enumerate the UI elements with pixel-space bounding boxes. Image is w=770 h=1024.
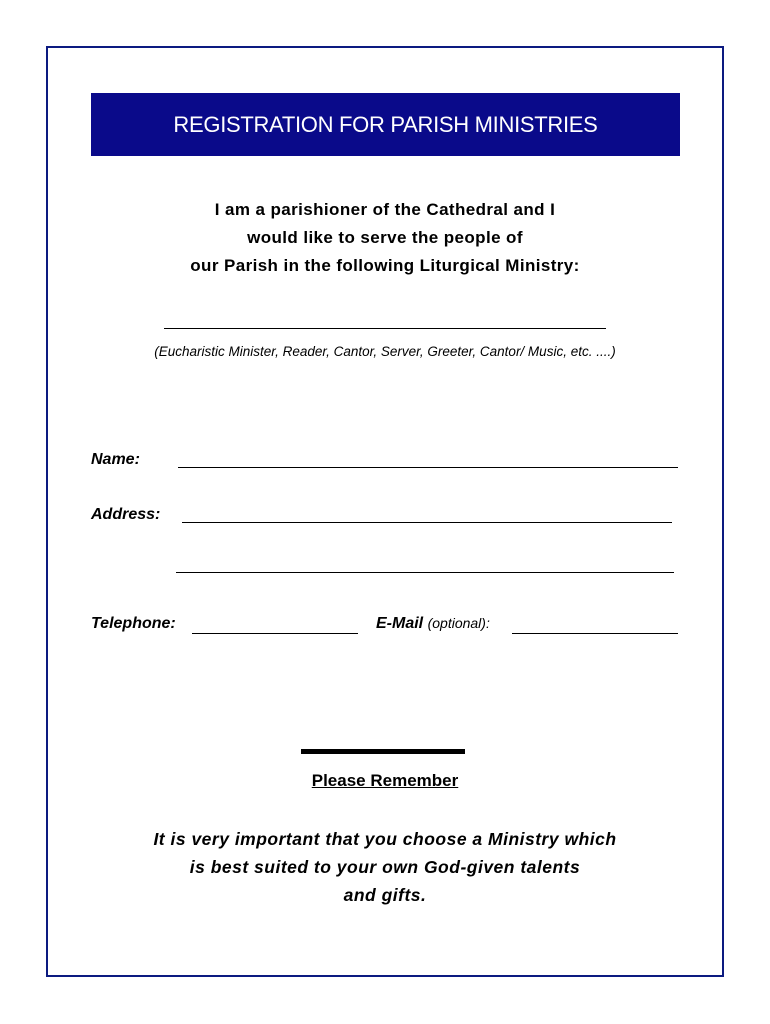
closing-line: and gifts. (343, 885, 427, 905)
form-title: REGISTRATION FOR PARISH MINISTRIES (173, 111, 598, 137)
email-optional-note: (optional) (427, 615, 486, 631)
intro-statement (100, 196, 670, 280)
name-label: Name: (91, 451, 140, 468)
ministry-examples: (Eucharistic Minister, Reader, Cantor, Server, Greeter, Cantor/ Music, etc. ....) (154, 344, 616, 359)
ministry-field[interactable] (164, 328, 606, 329)
name-field[interactable] (178, 467, 678, 468)
email-label-text: E-Mail (376, 615, 424, 632)
email-field[interactable] (512, 633, 678, 634)
section-divider (301, 749, 465, 754)
intro-line: would like to serve the people of (247, 228, 523, 247)
email-label (376, 615, 490, 633)
address-label: Address: (91, 506, 161, 523)
address-field-line-2[interactable] (176, 572, 674, 573)
telephone-field[interactable] (192, 633, 358, 634)
intro-line: I am a parishioner of the Cathedral and I (214, 200, 556, 219)
closing-line: is best suited to your own God-given talents (189, 857, 581, 877)
email-colon: : (485, 615, 490, 631)
closing-note (100, 825, 670, 909)
remember-heading: Please Remember (311, 771, 459, 790)
intro-line: our Parish in the following Liturgical Ministry: (190, 256, 580, 275)
closing-line: It is very important that you choose a Ministry which (153, 829, 617, 849)
address-field-line-1[interactable] (182, 522, 672, 523)
title-banner (91, 93, 680, 156)
telephone-label: Telephone: (91, 615, 176, 632)
